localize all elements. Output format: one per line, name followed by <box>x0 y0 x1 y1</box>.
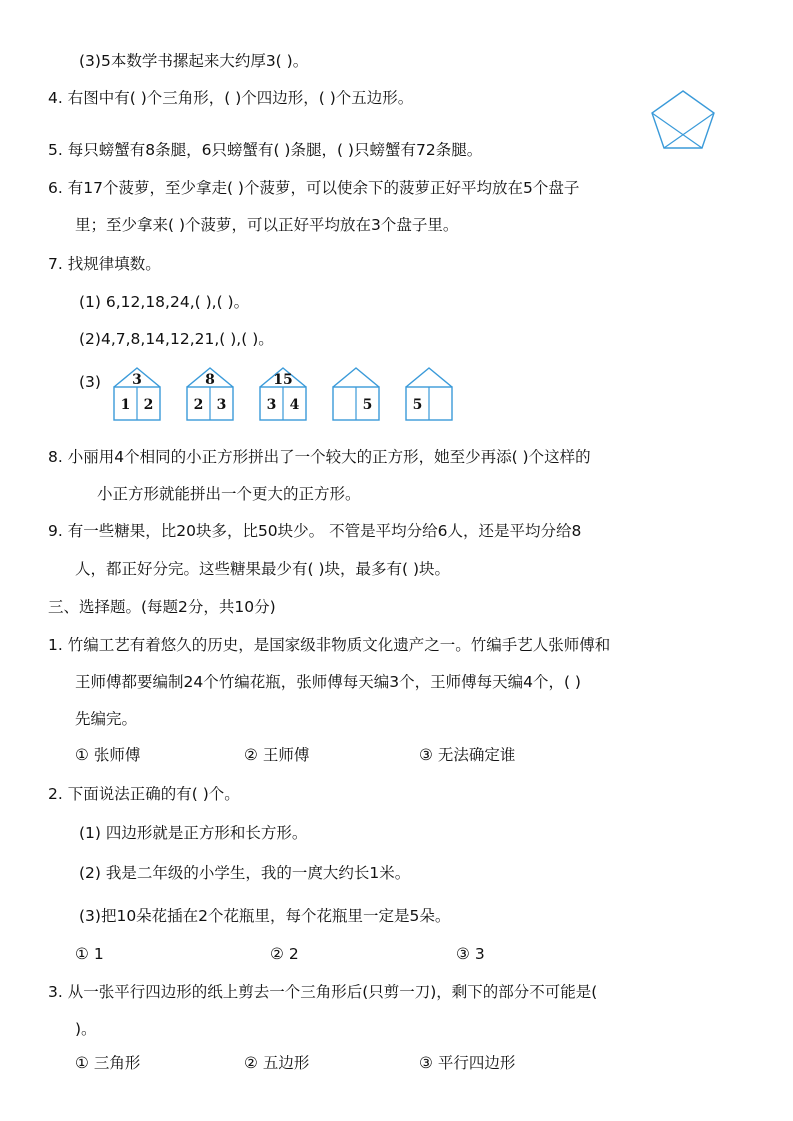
text-line: ① 张师傅 <box>75 746 141 764</box>
text-line: ① 三角形 <box>75 1054 141 1072</box>
text-line: (3)5本数学书摞起来大约厚3( )。 <box>79 52 309 70</box>
text-line: 7. 找规律填数。 <box>48 255 161 273</box>
text-line: (2)4,7,8,14,12,21,( ),( )。 <box>79 330 274 348</box>
house-roof <box>333 368 379 387</box>
house-left-number: 5 <box>412 397 423 413</box>
house <box>406 368 452 420</box>
pentagon-figure <box>648 88 718 152</box>
house-roof <box>406 368 452 387</box>
text-line: 4. 右图中有( )个三角形，( )个四边形，( )个五边形。 <box>48 89 414 107</box>
text-line: ② 五边形 <box>244 1054 310 1072</box>
text-line: 1. 竹编工艺有着悠久的历史，是国家级非物质文化遗产之一。竹编手艺人张师傅和 <box>48 636 611 654</box>
text-line: (3)把10朵花插在2个花瓶里，每个花瓶里一定是5朵。 <box>79 907 451 925</box>
house <box>114 368 160 420</box>
house-right-number: 3 <box>216 397 227 413</box>
house <box>187 368 233 420</box>
text-line: 里；至少拿来( )个菠萝，可以正好平均放在3个盘子里。 <box>75 216 459 234</box>
text-line: 3. 从一张平行四边形的纸上剪去一个三角形后(只剪一刀)，剩下的部分不可能是( <box>48 983 598 1001</box>
house-right-number: 2 <box>143 397 154 413</box>
text-line: )。 <box>75 1020 97 1038</box>
text-line: 9. 有一些糖果，比20块多，比50块少。 不管是平均分给6人，还是平均分给8 <box>48 522 582 540</box>
text-line: 5. 每只螃蟹有8条腿，6只螃蟹有( )条腿，( )只螃蟹有72条腿。 <box>48 141 483 159</box>
text-line: 8. 小丽用4个相同的小正方形拼出了一个较大的正方形，她至少再添( )个这样的 <box>48 448 591 466</box>
text-line: ② 2 <box>270 945 299 963</box>
house-right-number: 4 <box>289 397 300 413</box>
text-line: ① 1 <box>75 945 104 963</box>
text-line: (1) 四边形就是正方形和长方形。 <box>79 824 308 842</box>
text-line: ③ 3 <box>456 945 485 963</box>
house-left-number: 3 <box>266 397 277 413</box>
house-roof-number: 8 <box>205 372 215 388</box>
house-left-number: 2 <box>193 397 204 413</box>
house-right-number: 5 <box>362 397 373 413</box>
text-line: 三、选择题。(每题2分，共10分) <box>48 598 276 616</box>
text-line: ② 王师傅 <box>244 746 310 764</box>
text-line: ③ 平行四边形 <box>419 1054 516 1072</box>
text-line: 6. 有17个菠萝，至少拿走( )个菠萝，可以使余下的菠萝正好平均放在5个盘子 <box>48 179 580 197</box>
house-roof-number: 15 <box>273 372 293 388</box>
text-line: (1) 6,12,18,24,( ),( )。 <box>79 293 250 311</box>
text-line: 小正方形就能拼出一个更大的正方形。 <box>97 485 361 503</box>
text-line: 王师傅都要编制24个竹编花瓶，张师傅每天编3个，王师傅每天编4个，( ) <box>75 673 581 691</box>
text-line: 2. 下面说法正确的有( )个。 <box>48 785 240 803</box>
text-line: (3) <box>79 373 101 391</box>
text-line: ③ 无法确定谁 <box>419 746 516 764</box>
house-left-number: 1 <box>120 397 131 413</box>
text-line: 人，都正好分完。这些糖果最少有( )块，最多有( )块。 <box>75 560 451 578</box>
text-line: 先编完。 <box>75 710 138 728</box>
house <box>333 368 379 420</box>
house-roof-number: 3 <box>132 372 142 388</box>
house <box>260 368 306 420</box>
house-pattern <box>112 365 462 425</box>
text-line: (2) 我是二年级的小学生，我的一庹大约长1米。 <box>79 864 411 882</box>
